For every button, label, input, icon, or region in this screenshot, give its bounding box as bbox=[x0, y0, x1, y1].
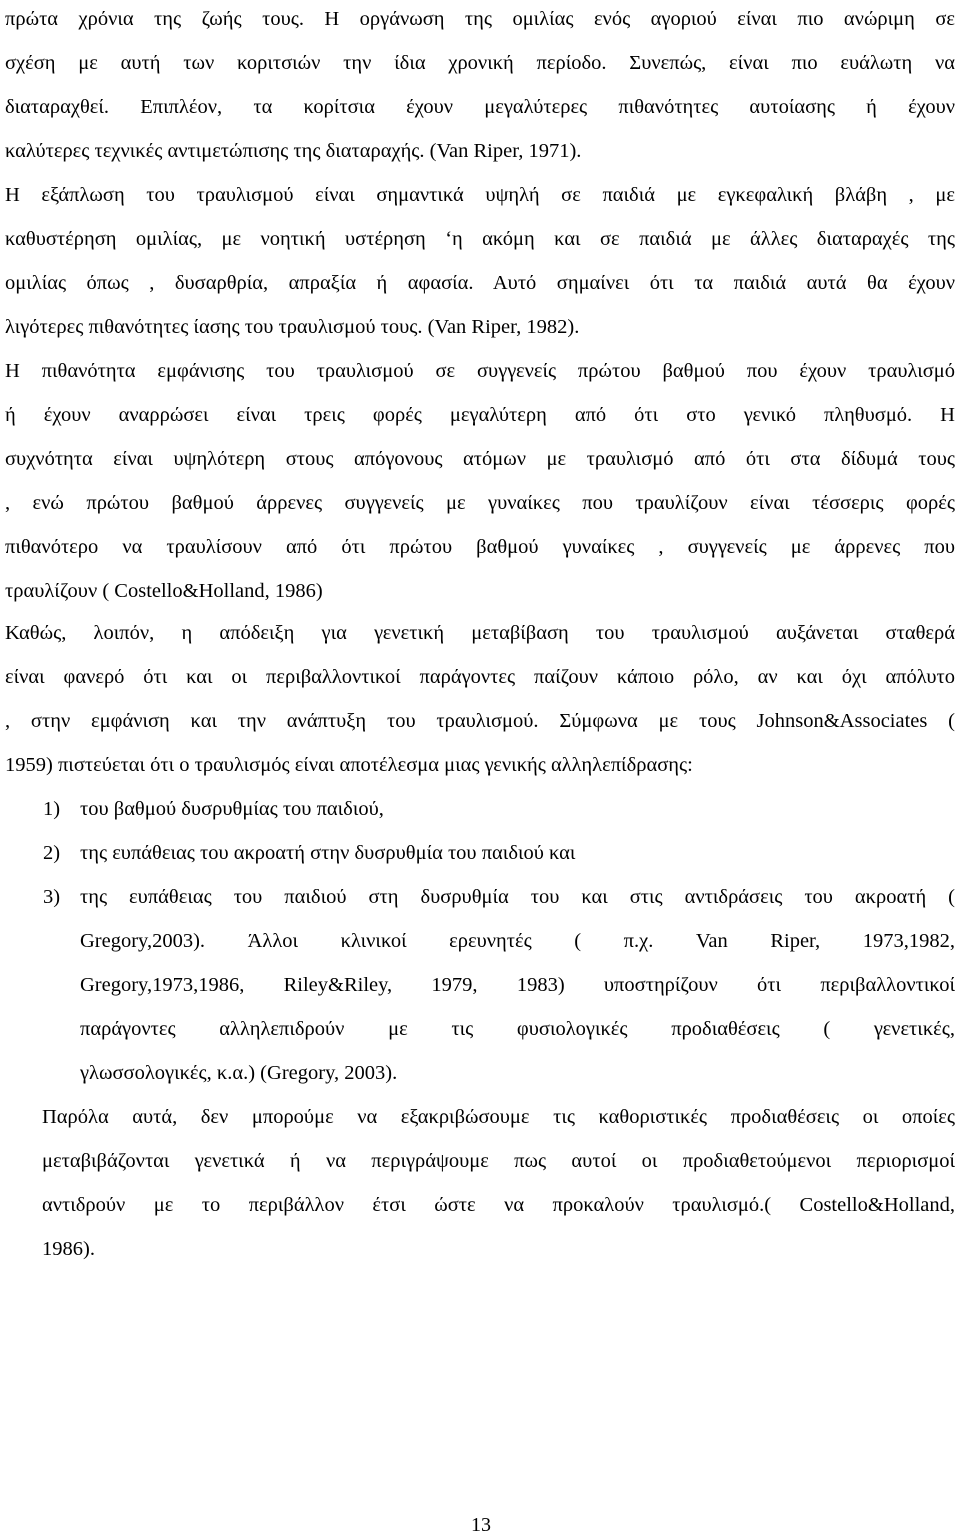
closing-line: μεταβιβάζονται γενετικά ή να περιγράψουμε πως αυτοί οι προδιαθετούμενοι περιορισμοί bbox=[42, 1150, 955, 1172]
body-line: , στην εμφάνιση και την ανάπτυξη του τραυλισμού. Σύμφωνα με τους Johnson&Associates ( bbox=[5, 710, 955, 732]
body-line: πρώτα χρόνια της ζωής τους. Η οργάνωση της ομιλίας ενός αγοριού είναι πιο ανώριμη σε bbox=[5, 8, 955, 30]
body-line: ή έχουν αναρρώσει είναι τρεις φορές μεγαλύτερη από ότι στο γενικό πληθυσμό. Η bbox=[5, 404, 955, 426]
body-line: σχέση με αυτή των κοριτσιών την ίδια χρονική περίοδο. Συνεπώς, είναι πιο ευάλωτη να bbox=[5, 52, 955, 74]
body-line: λιγότερες πιθανότητες ίασης του τραυλισμού τους. (Van Riper, 1982). bbox=[5, 316, 580, 338]
list-item-line: παράγοντες αλληλεπιδρούν με τις φυσιολογικές προδιαθέσεις ( γενετικές, bbox=[80, 1018, 955, 1040]
body-line: 1959) πιστεύεται ότι ο τραυλισμός είναι αποτέλεσμα μιας γενικής αλληλεπίδρασης: bbox=[5, 754, 693, 776]
body-line: Η εξάπλωση του τραυλισμού είναι σημαντικά υψηλή σε παιδιά με εγκεφαλική βλάβη , με bbox=[5, 184, 955, 206]
body-line: καθυστέρηση ομιλίας, με νοητική υστέρηση ‘η ακόμη και σε παιδιά με άλλες διαταραχές της bbox=[5, 228, 955, 250]
list-item-line: γλωσσολογικές, κ.α.) (Gregory, 2003). bbox=[80, 1062, 398, 1084]
body-line: Καθώς, λοιπόν, η απόδειξη για γενετική μεταβίβαση του τραυλισμού αυξάνεται σταθερά bbox=[5, 622, 955, 644]
body-line: συχνότητα είναι υψηλότερη στους απόγονους ατόμων με τραυλισμό από ότι στα δίδυμά τους bbox=[5, 448, 955, 470]
closing-line: Παρόλα αυτά, δεν μπορούμε να εξακριβώσουμε τις καθοριστικές προδιαθέσεις οι οποίες bbox=[42, 1106, 955, 1128]
list-number: 3) bbox=[43, 886, 61, 908]
body-line: πιθανότερο να τραυλίσουν από ότι πρώτου βαθμού γυναίκες , συγγενείς με άρρενες που bbox=[5, 536, 955, 558]
page-number: 13 bbox=[471, 1514, 491, 1536]
body-line: καλύτερες τεχνικές αντιμετώπισης της διαταραχής. (Van Riper, 1971). bbox=[5, 140, 582, 162]
list-item-line: Gregory,2003). Άλλοι κλινικοί ερευνητές ( π.χ. Van Riper, 1973,1982, bbox=[80, 930, 955, 952]
list-item: του βαθμού δυσρυθμίας του παιδιού, bbox=[80, 798, 384, 820]
list-number: 1) bbox=[43, 798, 61, 820]
body-line: είναι φανερό ότι και οι περιβαλλοντικοί παράγοντες παίζουν κάποιο ρόλο, αν και όχι απόλυτο bbox=[5, 666, 955, 688]
body-line: τραυλίζουν ( Costello&Holland, 1986) bbox=[5, 580, 323, 602]
body-line: ομιλίας όπως , δυσαρθρία, απραξία ή αφασία. Αυτό σημαίνει ότι τα παιδιά αυτά θα έχουν bbox=[5, 272, 955, 294]
list-number: 2) bbox=[43, 842, 61, 864]
body-line: , ενώ πρώτου βαθμού άρρενες συγγενείς με γυναίκες που τραυλίζουν είναι τέσσερις φορές bbox=[5, 492, 955, 514]
body-line: Η πιθανότητα εμφάνισης του τραυλισμού σε συγγενείς πρώτου βαθμού που έχουν τραυλισμό bbox=[5, 360, 955, 382]
list-item: της ευπάθειας του παιδιού στη δυσρυθμία του και στις αντιδράσεις του ακροατή ( bbox=[80, 886, 955, 908]
body-line: διαταραχθεί. Επιπλέον, τα κορίτσια έχουν μεγαλύτερες πιθανότητες αυτοίασης ή έχουν bbox=[5, 96, 955, 118]
list-item: της ευπάθειας του ακροατή στην δυσρυθμία του παιδιού και bbox=[80, 842, 576, 864]
closing-line: 1986). bbox=[42, 1238, 95, 1260]
list-item-line: Gregory,1973,1986, Riley&Riley, 1979, 1983) υποστηρίζουν ότι περιβαλλοντικοί bbox=[80, 974, 955, 996]
closing-line: αντιδρούν με το περιβάλλον έτσι ώστε να προκαλούν τραυλισμό.( Costello&Holland, bbox=[42, 1194, 955, 1216]
